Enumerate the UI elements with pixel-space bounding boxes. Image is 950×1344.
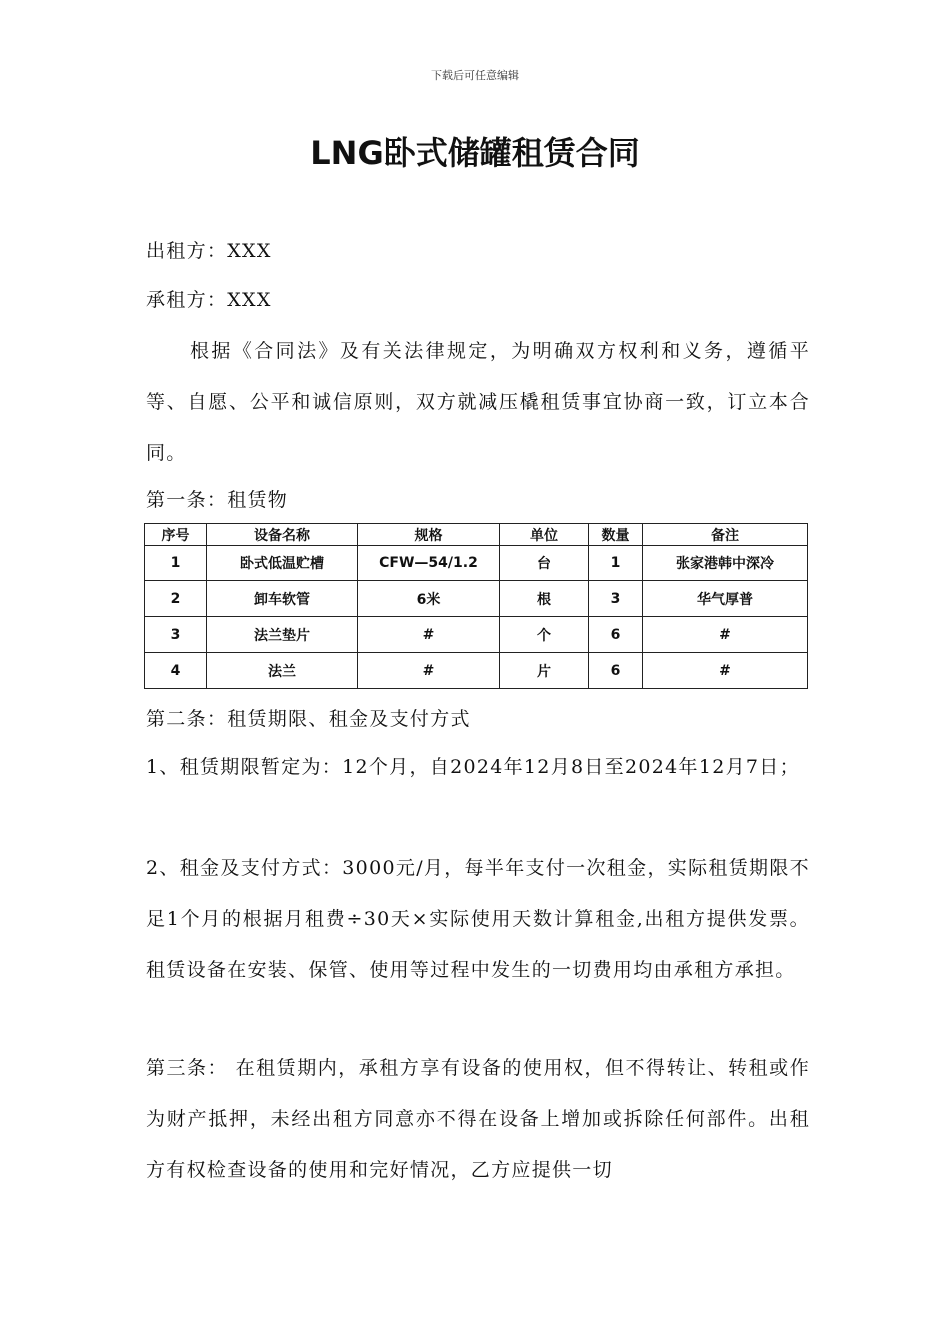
table-cell: 法兰垫片 bbox=[207, 617, 358, 653]
table-cell: 3 bbox=[589, 581, 643, 617]
table-cell: 华气厚普 bbox=[643, 581, 808, 617]
lease-items-table bbox=[144, 523, 808, 689]
col-header-remark: 备注 bbox=[643, 524, 808, 546]
intro-paragraph: 根据《合同法》及有关法律规定，为明确双方权利和义务，遵循平等、自愿、公平和诚信原则，双方就减压橇租赁事宜协商一致，订立本合同。 bbox=[146, 340, 810, 464]
col-header-unit: 单位 bbox=[500, 524, 589, 546]
table-cell: 卧式低温贮槽 bbox=[207, 546, 358, 581]
col-header-index: 序号 bbox=[145, 524, 207, 546]
table-cell: 台 bbox=[500, 546, 589, 581]
col-header-equipment: 设备名称 bbox=[207, 524, 358, 546]
table-cell: 4 bbox=[145, 653, 207, 689]
table-cell: 片 bbox=[500, 653, 589, 689]
table-cell: # bbox=[358, 653, 500, 689]
table-row bbox=[145, 617, 808, 653]
lessee-line: 承租方：XXX bbox=[146, 289, 272, 311]
table-cell: 张家港韩中深冷 bbox=[643, 546, 808, 581]
article3-paragraph: 第三条： 在租赁期内，承租方享有设备的使用权，但不得转让、转租或作为财产抵押，未经出租方同意亦不得在设备上增加或拆除任何部件。出租方有权检查设备的使用和完好情况，乙方应提供一切 bbox=[146, 1057, 810, 1181]
table-cell: # bbox=[643, 617, 808, 653]
table-cell: CFW—54/1.2 bbox=[358, 546, 500, 581]
document-title: LNG卧式储罐租赁合同 bbox=[310, 134, 640, 172]
table-cell: 6 bbox=[589, 617, 643, 653]
table-cell: # bbox=[358, 617, 500, 653]
article1-heading: 第一条：租赁物 bbox=[146, 489, 289, 511]
table-row bbox=[145, 581, 808, 617]
col-header-quantity: 数量 bbox=[589, 524, 643, 546]
article2-item2: 2、租金及支付方式：3000元/月，每半年支付一次租金，实际租赁期限不足1个月的根据月租费÷30天×实际使用天数计算租金,出租方提供发票。租赁设备在安装、保管、使用等过程中发生的一切费用均由承租方承担。 bbox=[146, 857, 810, 981]
table-cell: 2 bbox=[145, 581, 207, 617]
table-cell: 6米 bbox=[358, 581, 500, 617]
table-cell: 根 bbox=[500, 581, 589, 617]
table-cell: 1 bbox=[145, 546, 207, 581]
article2-item1: 1、租赁期限暂定为：12个月，自2024年12月8日至2024年12月7日； bbox=[146, 756, 800, 778]
table-cell: 卸车软管 bbox=[207, 581, 358, 617]
table-cell: 6 bbox=[589, 653, 643, 689]
table-row bbox=[145, 653, 808, 689]
lessor-line: 出租方：XXX bbox=[146, 240, 272, 262]
header-note: 下载后可任意编辑 bbox=[431, 69, 519, 82]
table-header-row bbox=[145, 524, 808, 546]
table-cell: 1 bbox=[589, 546, 643, 581]
col-header-spec: 规格 bbox=[358, 524, 500, 546]
table-cell: 法兰 bbox=[207, 653, 358, 689]
table-cell: # bbox=[643, 653, 808, 689]
table-cell: 个 bbox=[500, 617, 589, 653]
article2-heading: 第二条：租赁期限、租金及支付方式 bbox=[146, 708, 471, 730]
table-row bbox=[145, 546, 808, 581]
table-cell: 3 bbox=[145, 617, 207, 653]
